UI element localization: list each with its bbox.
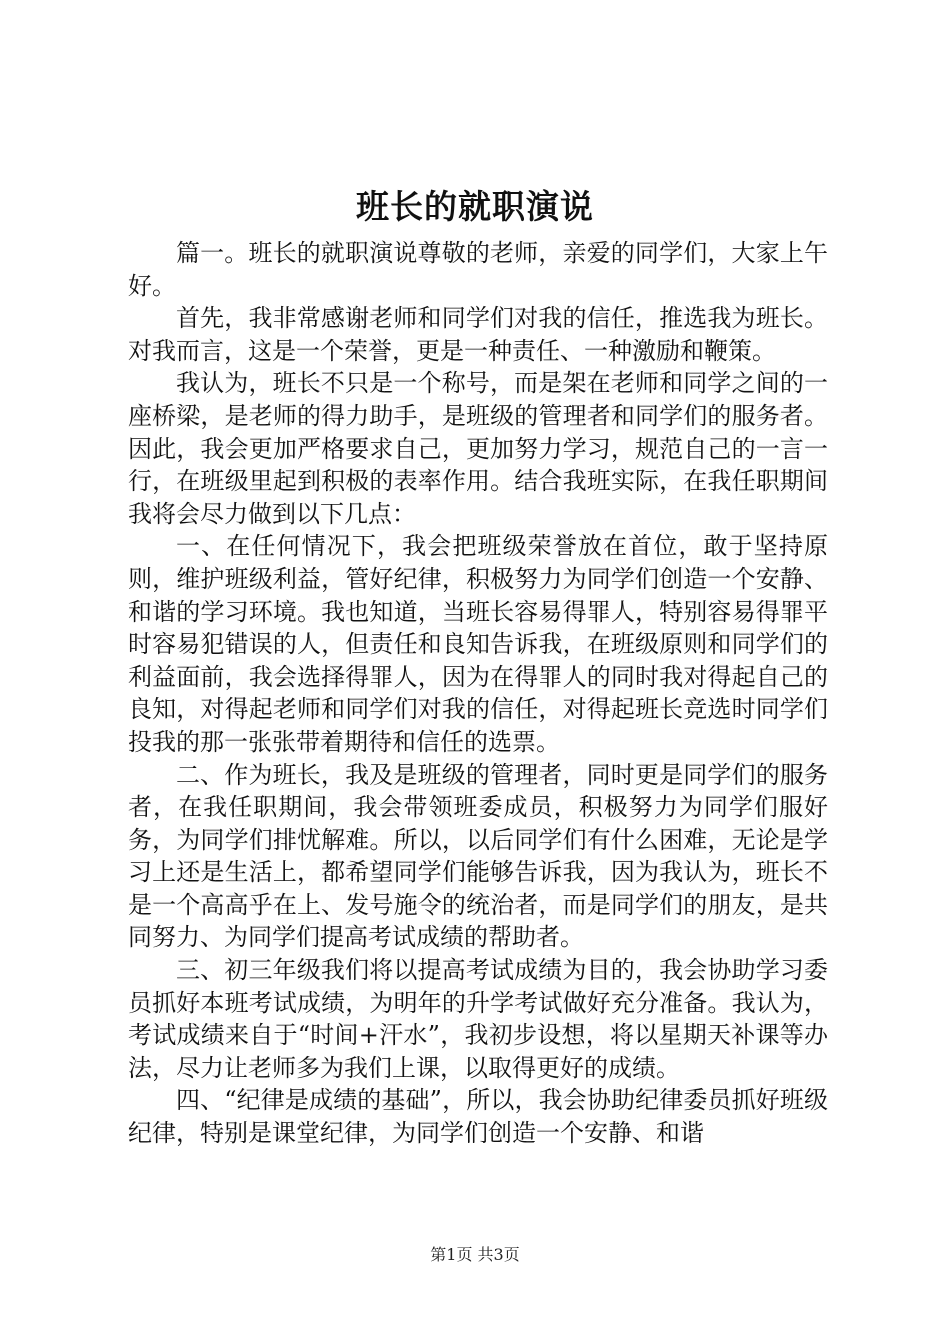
page-number-footer: 第1页 共3页 [430, 1245, 520, 1264]
paragraph: 首先，我非常感谢老师和同学们对我的信任，推选我为班长。对我而言，这是一个荣誉，更是一种责任、一种激励和鞭策。 [128, 304, 828, 365]
paragraph: 一、在任何情况下，我会把班级荣誉放在首位，敢于坚持原则，维护班级利益，管好纪律，积极努力为同学们创造一个安静、和谐的学习环境。我也知道，当班长容易得罪人，特别容易得罪平时容易犯错误的人，但责任和良知告诉我，在班级原则和同学们的利益面前，我会选择得罪人，因为在得罪人的同时我对得起自己的良知，对得起老师和同学们对我的信任，对得起班长竞选时同学们投我的那一张张带着期待和信任的选票。 [128, 532, 828, 756]
document-body [128, 237, 828, 1150]
paragraph: 四、“纪律是成绩的基础”，所以，我会协助纪律委员抓好班级纪律，特别是课堂纪律，为同学们创造一个安静、和谐 [128, 1086, 828, 1148]
paragraph: 篇一。班长的就职演说尊敬的老师，亲爱的同学们，大家上午好。 [128, 239, 828, 300]
document-title: 班长的就职演说 [356, 187, 594, 226]
paragraph: 三、初三年级我们将以提高考试成绩为目的，我会协助学习委员抓好本班考试成绩，为明年的升学考试做好充分准备。我认为，考试成绩来自于“时间+汗水”，我初步设想，将以星期天补课等办法，尽力让老师多为我们上课，以取得更好的成绩。 [128, 956, 828, 1082]
paragraph: 二、作为班长，我及是班级的管理者，同时更是同学们的服务者，在我任职期间，我会带领班委成员，积极努力为同学们服好务，为同学们排忧解难。所以，以后同学们有什么困难，无论是学习上还是生活上，都希望同学们能够告诉我，因为我认为，班长不是一个高高乎在上、发号施令的统治者，而是同学们的朋友，是共同努力、为同学们提高考试成绩的帮助者。 [128, 760, 828, 952]
paragraph: 我认为，班长不只是一个称号，而是架在老师和同学之间的一座桥梁，是老师的得力助手，是班级的管理者和同学们的服务者。因此，我会更加严格要求自己，更加努力学习，规范自己的一言一行，在班级里起到积极的表率作用。结合我班实际，在我任职期间我将会尽力做到以下几点： [128, 369, 828, 528]
